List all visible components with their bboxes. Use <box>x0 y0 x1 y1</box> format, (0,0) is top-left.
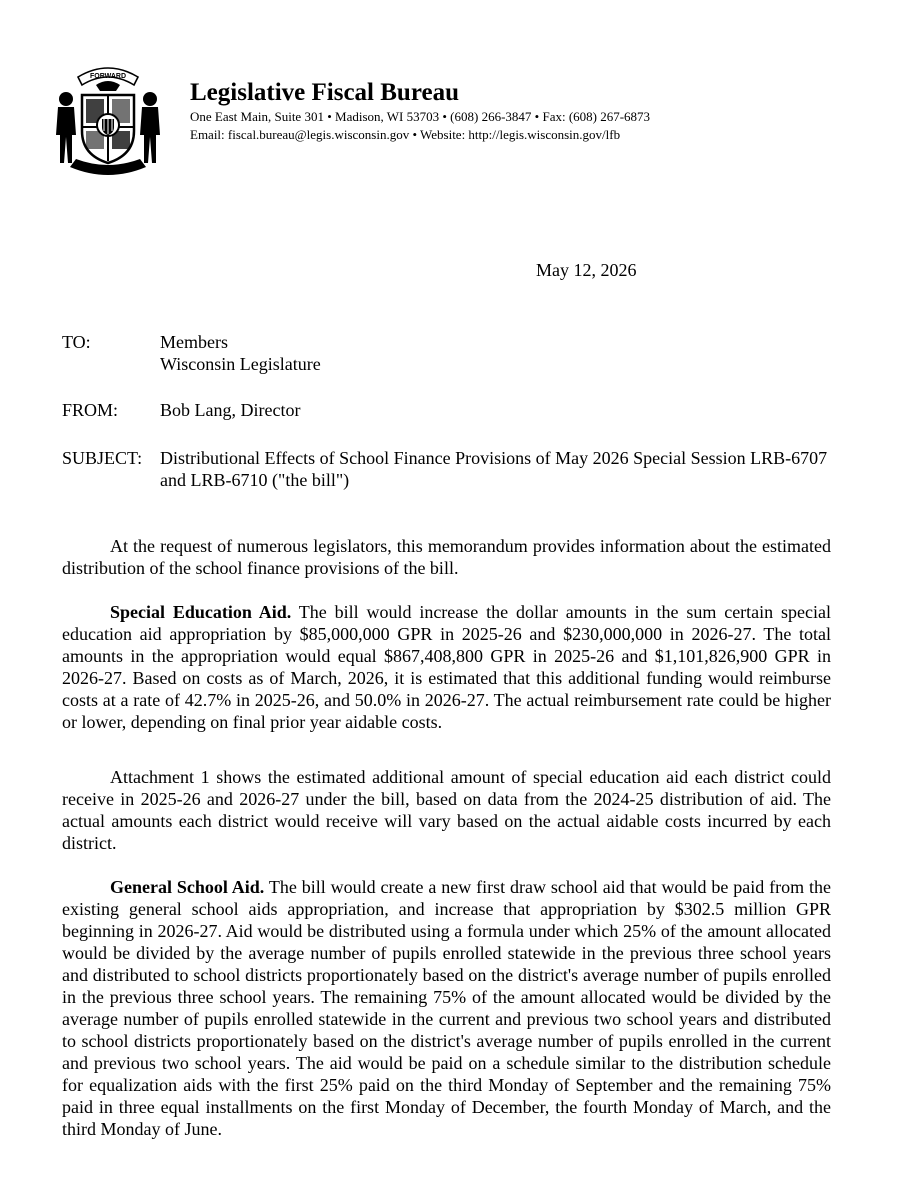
seal-banner-text: FORWARD <box>89 73 127 80</box>
to-line-2: Wisconsin Legislature <box>160 354 321 374</box>
to-line-1: Members <box>160 332 228 352</box>
wisconsin-state-seal-icon <box>42 55 174 187</box>
general-school-aid-heading: General School Aid. <box>110 877 265 897</box>
intro-paragraph <box>62 535 831 579</box>
email-website-line: Email: fiscal.bureau@legis.wisconsin.gov • Website: http://legis.wisconsin.gov/lfb <box>190 127 621 142</box>
subject-value: Distributional Effects of School Finance Provisions of May 2026 Special Session LRB-6707 and LRB-6710 ("the bill") <box>160 448 828 490</box>
special-education-paragraph <box>62 601 831 733</box>
special-education-text: The bill would increase the dollar amounts in the sum certain special education aid appropriation by $85,000,000 GPR in 2025-26 and $230,000,000 in 2026-27. The total amounts in the appropriation would equal $867,408,800 GPR in 2025-26 and $1,101,826,900 GPR in 2026-27. Based on costs as of March, 2026, it is estimated that this additional funding would reimburse costs at a rate of 42.7% in 2025-26, and 50.0% in 2026-27. The actual reimbursement rate could be higher or lower, depending on final prior year aidable costs. <box>62 602 831 732</box>
letterhead <box>190 78 870 144</box>
subject-label: SUBJECT: <box>62 448 143 468</box>
from-value: Bob Lang, Director <box>160 400 301 420</box>
to-label: TO: <box>62 332 91 352</box>
general-school-aid-paragraph <box>62 876 831 1140</box>
attachment-text: Attachment 1 shows the estimated additional amount of special education aid each district could receive in 2025-26 and 2026-27 under the bill, based on data from the 2024-25 distribution of aid. The actual amounts each district would receive will vary based on the actual aidable costs incurred by each district. <box>62 767 831 853</box>
memo-date: May 12, 2026 <box>536 260 637 280</box>
intro-text: At the request of numerous legislators, this memorandum provides information about the estimated distribution of the school finance provisions of the bill. <box>62 536 831 578</box>
special-education-heading: Special Education Aid. <box>110 602 292 622</box>
general-school-aid-text: The bill would create a new first draw school aid that would be paid from the existing general school aids appropriation, and increase that appropriation by $302.5 million GPR beginning in 2026-27. Aid would be distributed using a formula under which 25% of the amount allocated would be divided by the average number of pupils enrolled statewide in the previous three school years and distributed to school districts proportionately based on the district's average number of pupils enrolled in the previous three school years. The remaining 75% of the amount allocated would be divided by the average number of pupils enrolled statewide in the current and previous two school years and distributed to school districts proportionately based on the district's average number of pupils enrolled in the current and previous two school years. The aid would be paid on a schedule similar to the distribution schedule for equalization aids with the first 25% paid on the third Monday of September and the remaining 75% paid in three equal installments on the first Monday of December, the fourth Monday of March, and the third Monday of June. <box>62 877 831 1139</box>
organization-name: Legislative Fiscal Bureau <box>190 79 459 106</box>
address-line: One East Main, Suite 301 • Madison, WI 53703 • (608) 266-3847 • Fax: (608) 267-6873 <box>190 109 651 124</box>
attachment-paragraph <box>62 766 831 854</box>
from-label: FROM: <box>62 400 119 420</box>
